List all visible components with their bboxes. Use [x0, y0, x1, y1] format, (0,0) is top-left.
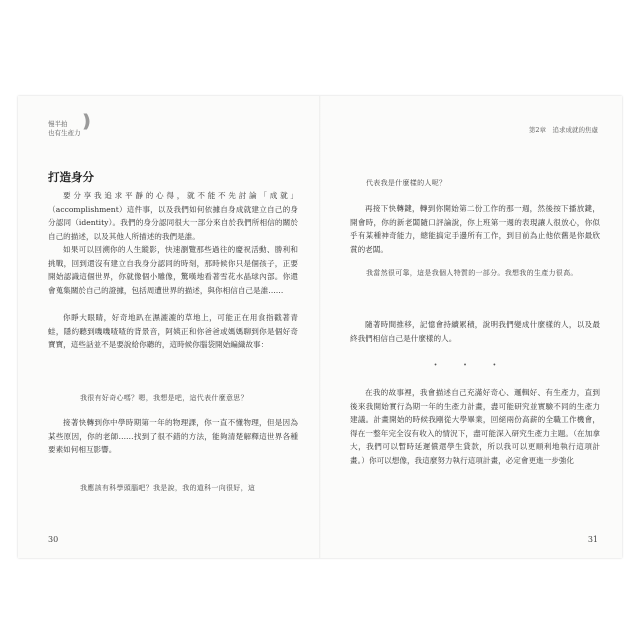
- running-head-right: 第2章 追求成就的焦慮: [528, 126, 598, 134]
- inner-voice-quote-3: 代表我是什麼樣的人呢？: [366, 179, 447, 187]
- paragraph-1: 要分享我追求平靜的心得，就不能不先討論「成就」（accomplishment）這件事，以及我們如何依據自身成就建立自己的身分認同（identity）。我們的身分認同很大一部分來自於我們所相信的關於自己的描述，以及其他人所描述的我們是誰。: [48, 191, 298, 241]
- paragraph-4: 接著快轉到你中學時期第一年的物理課，你一直不懂物理，但是因為某些原因，你的老師……找到了很不錯的方法，能夠清楚解釋這世界各種要素如何相互影響。: [48, 418, 298, 455]
- right-page: [320, 96, 622, 558]
- paragraph-7: 在我的故事裡，我會描述自己充滿好奇心、邏輯好、有生產力，直到後來我開始實行為期一年的生產力計畫，盡可能研究並實驗不同的生產力建議。計畫開始的時候我剛從大學畢業，回絕兩份高薪的全職工作機會，得在一整年完全沒有收入的情況下，盡可能深入研究生產力主題。（在加拿大，我們可以暫時延遲償還學生貸款，所以我可以更順利地執行這項計畫。）你可以想像，我這麼努力執行這項計畫，必定會更進一步強化: [350, 388, 600, 465]
- page-number-right: 31: [587, 535, 598, 544]
- section-title: 打造身分: [48, 170, 94, 184]
- inner-voice-quote-2: 我應該有科學頭腦吧？我是說，我的道科一向很好，這: [80, 484, 256, 492]
- left-page: [18, 96, 320, 558]
- paragraph-3: 你睜大眼睛，好奇地趴在濕漉漉的草地上，可能正在用食指戳著青蛙，隱約聽到嘰嘰喳喳的背景音，阿姨正和你爸爸或媽媽聊到你是個好奇寶寶，這些話並不是要說給你聽的，這時候你腦袋開始編織故事：: [48, 313, 298, 350]
- page-number-left: 30: [48, 535, 59, 544]
- inner-voice-quote-1: 我很有好奇心嗎？嗯，我想是吧，這代表什麼意思？: [80, 394, 248, 402]
- section-break-dots: • • •: [433, 362, 509, 369]
- inner-voice-quote-4: 我當然很可靠，這是我個人特質的一部分。我想我的生產力很高。: [366, 269, 578, 277]
- paragraph-6: 隨著時間推移，記憶會持續累積，說明我們變成什麼樣的人，以及最終我們相信自己是什麼樣的人。: [350, 320, 600, 343]
- running-head-line2: 也有生產力: [48, 129, 81, 137]
- arc-ornament-icon: ))): [82, 111, 86, 132]
- running-head-line1: 慢半拍: [48, 120, 68, 128]
- book-spread: [18, 96, 622, 558]
- running-head-left: [48, 111, 86, 138]
- paragraph-2: 如果可以回溯你的人生縱影，快速瀏覽那些過往的慶祝活動、勝利和挑戰，回到還沒有建立自我身分認同的時刻，那時候你只是個孩子，正要開始認識這個世界，你就像個小雕像，驚嘆地看著雪花水晶球內部。你還會蒐集關於自己的證據，包括周遭世界的描述，與你相信自己是誰……: [48, 245, 298, 295]
- paragraph-5: 再接下快轉鍵，轉到你開始第二份工作的那一週，然後按下播放鍵，開會時，你的新老闆隨口評論說，你上班第一週的表現讓人很放心，你似乎有某種神奇能力，總能搞定手邊所有工作，到目前為止他依舊是你最欣賞的老闆。: [350, 204, 600, 254]
